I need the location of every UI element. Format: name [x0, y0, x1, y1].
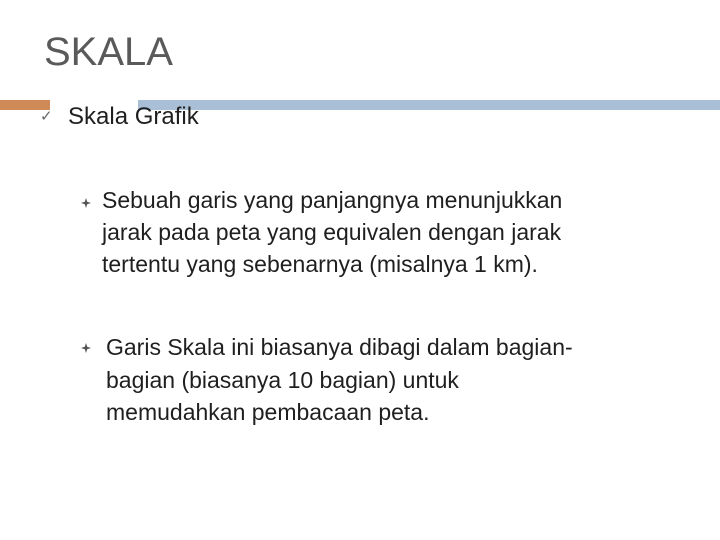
- bullet-line: jarak pada peta yang equivalen dengan jarak: [102, 219, 562, 245]
- diamond-bullet-icon: [80, 197, 92, 209]
- bullet-line: tertentu yang sebenarnya (misalnya 1 km).: [102, 251, 538, 277]
- slide-title: SKALA: [44, 30, 173, 74]
- diamond-bullet-icon: [80, 342, 92, 354]
- bullet-line: Sebuah garis yang panjangnya menunjukkan: [102, 187, 563, 213]
- bullet-line: bagian (biasanya 10 bagian) untuk: [106, 367, 459, 393]
- accent-bar-blue: [138, 100, 720, 110]
- checkmark-icon: ✓: [40, 108, 53, 125]
- bullet-line: memudahkan pembacaan peta.: [106, 399, 430, 425]
- bullet-line: Garis Skala ini biasanya dibagi dalam bagian-: [106, 334, 573, 360]
- slide-heading: Skala Grafik: [68, 103, 199, 130]
